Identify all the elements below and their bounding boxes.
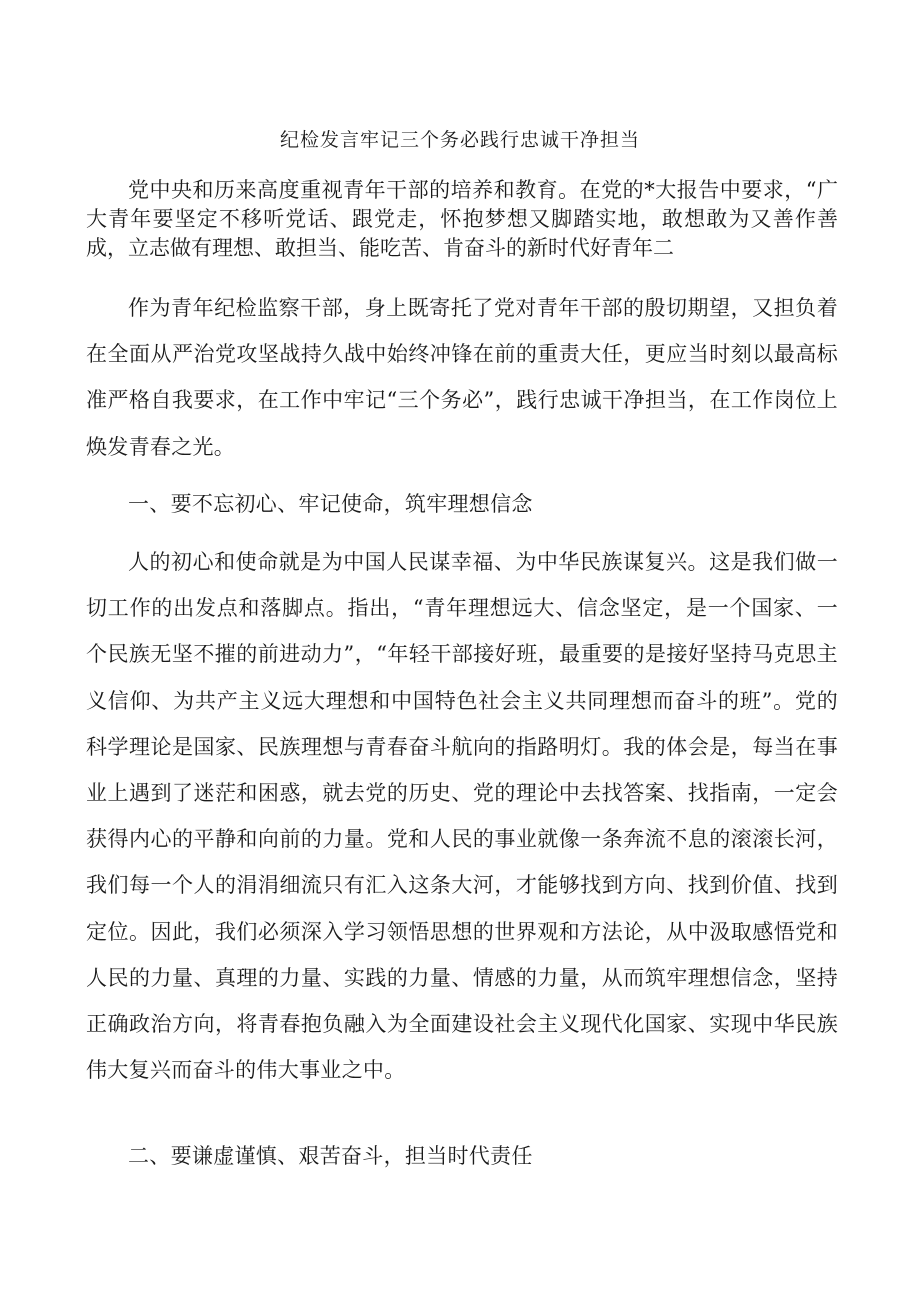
- document-title: 纪检发言牢记三个务必践行忠诚干净担当: [279, 129, 640, 151]
- paragraph-original-mission: 人的初心和使命就是为中国人民谋幸福、为中华民族谋复兴。这是我们做一切工作的出发点和落脚点。指出，“青年理想远大、信念坚定，是一个国家、一个民族无坚不摧的前进动力”，“年轻干部接好班，最重要的是接好坚持马克思主义信仰、为共产主义远大理想和中国特色社会主义共同理想而奋斗的班”。党的科学理论是国家、民族理想与青春奋斗航向的指路明灯。我的体会是，每当在事业上遇到了迷茫和困惑，就去党的历史、党的理论中去找答案、找指南，一定会获得内心的平静和向前的力量。党和人民的事业就像一条奔流不息的滚滚长河，我们每一个人的涓涓细流只有汇入这条大河，才能够找到方向、找到价值、找到定位。因此，我们必须深入学习领悟思想的世界观和方法论，从中汲取感悟党和人民的力量、真理的力量、实践的力量、情感的力量，从而筑牢理想信念，坚持正确政治方向，将青春抱负融入为全面建设社会主义现代化国家、实现中华民族伟大复兴而奋斗的伟大事业之中。: [86, 550, 838, 1083]
- section-heading-2: 二、要谦虚谨慎、艰苦奋斗，担当时代责任: [128, 1144, 533, 1168]
- intro-paragraph: 党中央和历来高度重视青年干部的培养和教育。在党的*大报告中要求，“广大青年要坚定不移听党话、跟党走，怀抱梦想又脚踏实地，敢想敢为又善作善成，立志做有理想、敢担当、能吃苦、肯奋斗的新时代好青年二: [86, 178, 838, 260]
- paragraph-role-expectation: 作为青年纪检监察干部，身上既寄托了党对青年干部的殷切期望，又担负着在全面从严治党攻坚战持久战中始终冲锋在前的重责大任，更应当时刻以最高标准严格自我要求，在工作中牢记“三个务必”，践行忠诚干净担当，在工作岗位上焕发青春之光。: [86, 296, 838, 459]
- section-heading-1: 一、要不忘初心、牢记使命，筑牢理想信念: [128, 492, 533, 516]
